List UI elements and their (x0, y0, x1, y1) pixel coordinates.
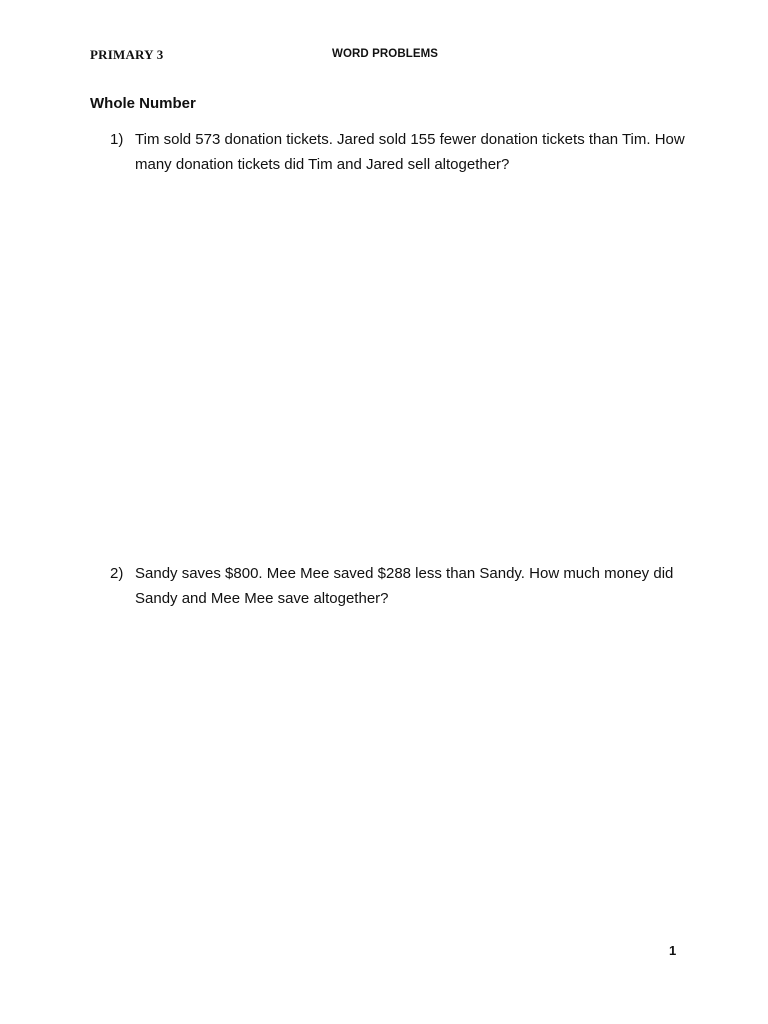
section-title: Whole Number (90, 95, 196, 112)
question-1 (110, 127, 710, 177)
page-number: 1 (669, 943, 677, 958)
question-2 (110, 561, 710, 611)
question-number: 2) (110, 565, 124, 582)
header-title: WORD PROBLEMS (332, 48, 439, 60)
header-level: PRIMARY 3 (90, 47, 164, 62)
question-text: Sandy saves $800. Mee Mee saved $288 less than Sandy. How much money did Sandy and Mee Mee save altogether? (135, 565, 674, 607)
question-text: Tim sold 573 donation tickets. Jared sold 155 fewer donation tickets than Tim. How many donation tickets did Tim and Jared sell altogether? (135, 131, 685, 173)
question-number: 1) (110, 131, 124, 148)
